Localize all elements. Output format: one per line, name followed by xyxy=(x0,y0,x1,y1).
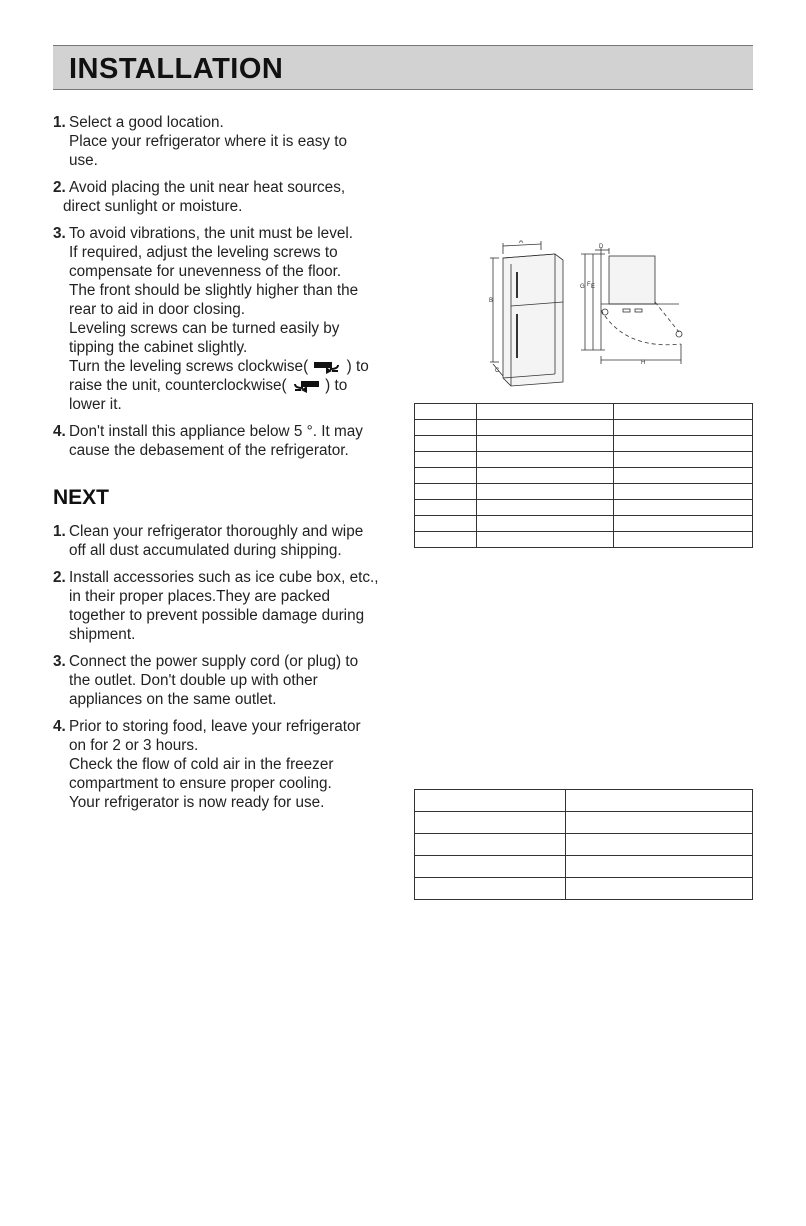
label-h: H xyxy=(641,360,646,366)
step-text: together to prevent possible damage during xyxy=(69,607,365,624)
header-bar xyxy=(53,45,753,90)
step-text: Avoid placing the unit near heat sources, xyxy=(69,179,346,196)
ccw-suffix: ) to xyxy=(325,377,348,394)
step-text: compartment to ensure proper cooling. xyxy=(69,775,332,792)
table-cell xyxy=(415,404,477,420)
step-number: 4. xyxy=(53,718,66,735)
step-number: 3. xyxy=(53,225,66,242)
table-row xyxy=(415,484,753,500)
table-cell xyxy=(614,500,753,516)
next-step xyxy=(53,522,413,560)
table-cell xyxy=(415,878,566,900)
step-text: the outlet. Don't double up with other xyxy=(69,672,318,689)
step-text: cause the debasement of the refrigerator. xyxy=(69,442,349,459)
step-text: Check the flow of cold air in the freezer xyxy=(69,756,334,773)
table-row xyxy=(415,420,753,436)
table-cell xyxy=(614,532,753,548)
table-cell xyxy=(565,812,752,834)
table-cell xyxy=(614,484,753,500)
table-cell xyxy=(614,452,753,468)
step-text: appliances on the same outlet. xyxy=(69,691,277,708)
step-text: use. xyxy=(69,152,98,169)
step-text: Place your refrigerator where it is easy to xyxy=(69,133,348,150)
step-number: 2. xyxy=(53,179,66,196)
table-cell xyxy=(614,420,753,436)
step-text: Connect the power supply cord (or plug) to xyxy=(69,653,359,670)
step-text: Don't install this appliance below 5 °. It may xyxy=(69,423,363,440)
refrigerator-dimension-diagram xyxy=(475,240,695,390)
label-d: D xyxy=(599,244,604,250)
table-cell xyxy=(614,468,753,484)
step-text: off all dust accumulated during shipping. xyxy=(69,542,342,559)
step-text: Select a good location. xyxy=(69,114,224,131)
table-row xyxy=(415,436,753,452)
table-row xyxy=(415,452,753,468)
step-text: rear to aid in door closing. xyxy=(69,301,246,318)
table-cell xyxy=(415,856,566,878)
step-text: To avoid vibrations, the unit must be level. xyxy=(69,225,353,242)
step-text: lower it. xyxy=(69,396,122,413)
table-cell xyxy=(415,436,477,452)
label-g: G xyxy=(580,284,585,290)
cw-suffix: ) to xyxy=(346,358,369,375)
table-cell xyxy=(565,878,752,900)
install-step xyxy=(53,224,413,414)
step-number: 1. xyxy=(53,523,66,540)
step-number: 1. xyxy=(53,114,66,131)
label-a: A xyxy=(519,240,524,245)
label-f: F xyxy=(587,282,591,288)
step-number: 2. xyxy=(53,569,66,586)
step-text: shipment. xyxy=(69,626,136,643)
step-text: tipping the cabinet slightly. xyxy=(69,339,248,356)
table-cell xyxy=(476,420,614,436)
cw-prefix: Turn the leveling screws clockwise( xyxy=(69,358,309,375)
table-cell xyxy=(614,516,753,532)
ccw-prefix: raise the unit, counterclockwise( xyxy=(69,377,287,394)
table-cell xyxy=(476,404,614,420)
step-text-with-icon xyxy=(69,376,413,395)
step-text: Prior to storing food, leave your refrigerator xyxy=(69,718,361,735)
table-cell xyxy=(476,500,614,516)
table-cell xyxy=(415,834,566,856)
table-cell xyxy=(476,468,614,484)
next-step xyxy=(53,717,413,812)
table-row xyxy=(415,500,753,516)
table-cell xyxy=(415,452,477,468)
table-cell xyxy=(476,484,614,500)
table-cell xyxy=(415,790,566,812)
table-cell xyxy=(476,436,614,452)
table-cell xyxy=(565,856,752,878)
table-row xyxy=(415,878,753,900)
table-row xyxy=(415,516,753,532)
table-cell xyxy=(614,436,753,452)
next-step xyxy=(53,568,413,644)
next-section-title: NEXT xyxy=(53,486,110,509)
step-text: Clean your refrigerator thoroughly and wipe xyxy=(69,523,364,540)
page-title: INSTALLATION xyxy=(69,53,284,85)
dimension-table xyxy=(414,403,753,548)
table-row xyxy=(415,834,753,856)
label-b: B xyxy=(489,298,494,304)
step-text: Install accessories such as ice cube box, etc., xyxy=(69,569,379,586)
label-e: E xyxy=(591,284,596,290)
step-text: The front should be slightly higher than the xyxy=(69,282,359,299)
table-cell xyxy=(614,404,753,420)
install-step xyxy=(53,113,413,170)
step-text-with-icon xyxy=(69,357,413,376)
counterclockwise-arrow-icon xyxy=(291,379,321,393)
step-text: in their proper places.They are packed xyxy=(69,588,331,605)
step-text: Leveling screws can be turned easily by xyxy=(69,320,340,337)
table-cell xyxy=(476,452,614,468)
clockwise-arrow-icon xyxy=(312,360,342,374)
step-text: direct sunlight or moisture. xyxy=(63,198,243,215)
install-step xyxy=(53,422,413,460)
table-row xyxy=(415,790,753,812)
step-number: 3. xyxy=(53,653,66,670)
table-cell xyxy=(415,484,477,500)
step-number: 4. xyxy=(53,423,66,440)
table-cell xyxy=(415,500,477,516)
table-cell xyxy=(415,516,477,532)
next-step xyxy=(53,652,413,709)
table-cell xyxy=(476,516,614,532)
table-row xyxy=(415,856,753,878)
table-cell xyxy=(476,532,614,548)
table-row xyxy=(415,468,753,484)
table-cell xyxy=(565,790,752,812)
label-c: C xyxy=(495,368,500,374)
table-cell xyxy=(415,468,477,484)
table-row xyxy=(415,404,753,420)
spec-table xyxy=(414,789,753,900)
step-text: compensate for unevenness of the floor. xyxy=(69,263,342,280)
step-text: Your refrigerator is now ready for use. xyxy=(69,794,325,811)
step-text: If required, adjust the leveling screws to xyxy=(69,244,338,261)
table-row xyxy=(415,812,753,834)
table-row xyxy=(415,532,753,548)
table-cell xyxy=(415,532,477,548)
table-cell xyxy=(415,812,566,834)
step-text: on for 2 or 3 hours. xyxy=(69,737,199,754)
table-cell xyxy=(415,420,477,436)
install-step xyxy=(53,178,413,216)
instructions-column xyxy=(53,113,413,820)
table-cell xyxy=(565,834,752,856)
